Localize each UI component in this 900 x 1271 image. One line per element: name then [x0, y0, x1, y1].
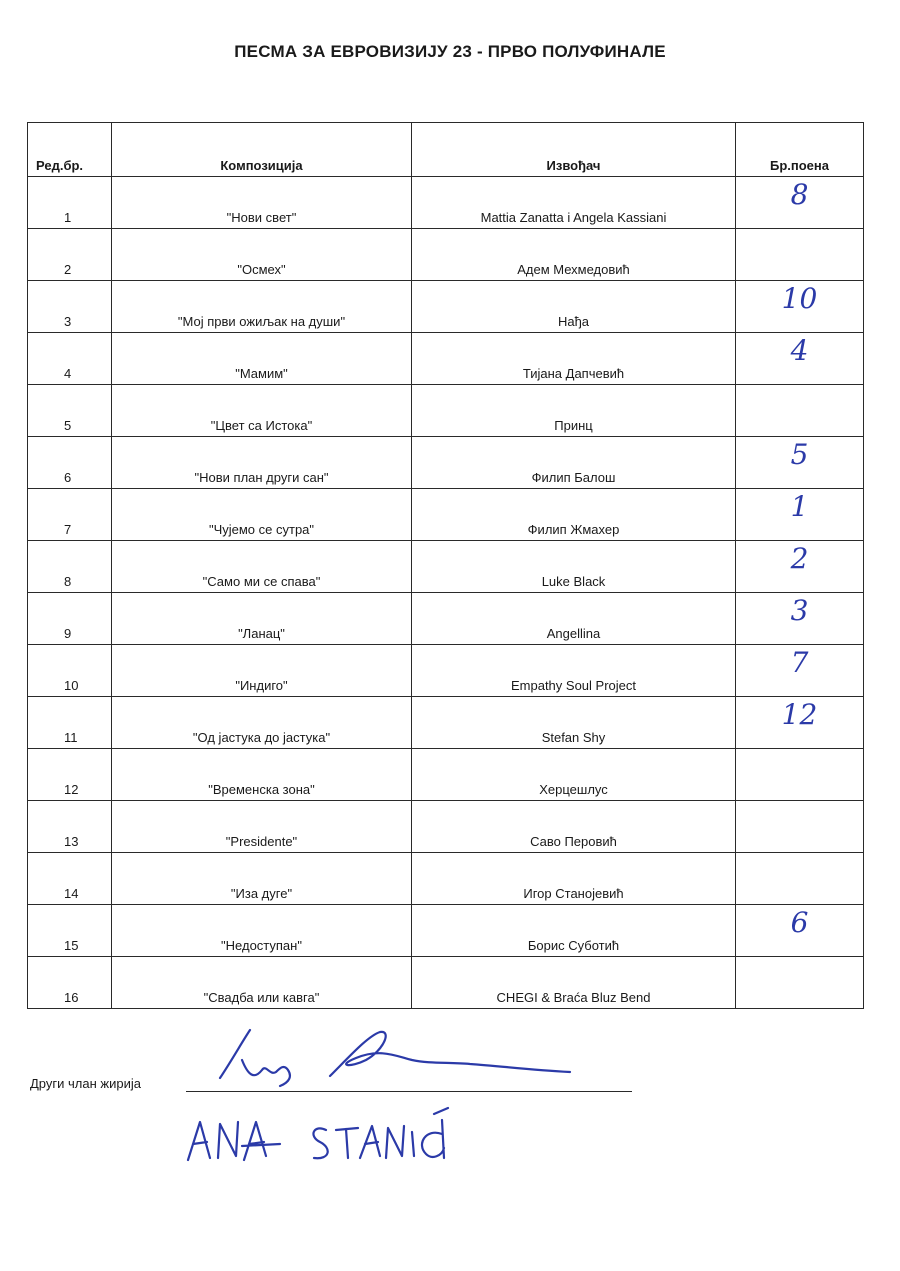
row-points	[736, 645, 864, 697]
handwritten-points: 1	[790, 490, 809, 523]
row-points	[736, 177, 864, 229]
row-points	[736, 229, 864, 281]
table-row	[28, 853, 864, 905]
row-song: "Временска зона"	[112, 749, 412, 801]
row-song: "Мамим"	[112, 333, 412, 385]
row-number: 16	[28, 957, 112, 1009]
row-artist: Филип Балош	[412, 437, 736, 489]
row-number: 12	[28, 749, 112, 801]
row-number: 11	[28, 697, 112, 749]
handwritten-points: 8	[790, 178, 809, 211]
table-row	[28, 957, 864, 1009]
row-number: 15	[28, 905, 112, 957]
handwritten-points: 10	[781, 282, 818, 315]
row-artist: Саво Перовић	[412, 801, 736, 853]
table-row	[28, 333, 864, 385]
header-points: Бр.поена	[736, 123, 864, 177]
row-artist: Empathy Soul Project	[412, 645, 736, 697]
row-artist: Stefan Shy	[412, 697, 736, 749]
row-points	[736, 333, 864, 385]
row-number: 8	[28, 541, 112, 593]
header-row	[28, 123, 864, 177]
row-points	[736, 853, 864, 905]
row-song: "Осмех"	[112, 229, 412, 281]
row-artist: Адем Мехмедовић	[412, 229, 736, 281]
jury-signature-block	[30, 1020, 630, 1180]
row-points	[736, 385, 864, 437]
row-number: 6	[28, 437, 112, 489]
row-song: "Мој први ожиљак на души"	[112, 281, 412, 333]
row-number: 4	[28, 333, 112, 385]
table-row	[28, 645, 864, 697]
printed-name-handwritten	[180, 1100, 480, 1170]
row-artist: Филип Жмахер	[412, 489, 736, 541]
row-number: 13	[28, 801, 112, 853]
score-table	[27, 122, 864, 1009]
handwritten-points: 12	[781, 698, 818, 731]
handwritten-points: 6	[790, 906, 809, 939]
row-song: "Од јастука до јастука"	[112, 697, 412, 749]
row-points	[736, 593, 864, 645]
row-points	[736, 541, 864, 593]
row-number: 1	[28, 177, 112, 229]
table-row	[28, 801, 864, 853]
table-row	[28, 229, 864, 281]
row-points	[736, 489, 864, 541]
row-points	[736, 957, 864, 1009]
handwritten-points: 2	[790, 542, 809, 575]
handwritten-points: 3	[790, 594, 809, 627]
row-song: "Свадба или кавга"	[112, 957, 412, 1009]
table-row	[28, 541, 864, 593]
handwritten-points: 4	[790, 334, 809, 367]
row-song: "Иза дуге"	[112, 853, 412, 905]
row-points	[736, 697, 864, 749]
signature-image	[180, 1020, 600, 1100]
row-number: 7	[28, 489, 112, 541]
row-points	[736, 905, 864, 957]
row-song: "Само ми се спава"	[112, 541, 412, 593]
table-row	[28, 593, 864, 645]
row-artist: Luke Black	[412, 541, 736, 593]
table-row	[28, 437, 864, 489]
table-row	[28, 489, 864, 541]
row-artist: Тијана Дапчевић	[412, 333, 736, 385]
row-points	[736, 801, 864, 853]
table-row	[28, 697, 864, 749]
table-row	[28, 905, 864, 957]
table-row	[28, 177, 864, 229]
row-song: "Чујемо се сутра"	[112, 489, 412, 541]
row-number: 5	[28, 385, 112, 437]
signature-line	[186, 1091, 632, 1092]
row-artist: Angellina	[412, 593, 736, 645]
row-artist: Борис Суботић	[412, 905, 736, 957]
row-song: "Недоступан"	[112, 905, 412, 957]
row-song: "Цвет са Истока"	[112, 385, 412, 437]
row-artist: Принц	[412, 385, 736, 437]
row-artist: Игор Станојевић	[412, 853, 736, 905]
row-song: "Нови свет"	[112, 177, 412, 229]
table-row	[28, 385, 864, 437]
jury-label: Други члан жирија	[30, 1076, 141, 1091]
row-points	[736, 749, 864, 801]
row-number: 10	[28, 645, 112, 697]
row-artist: Херцешлус	[412, 749, 736, 801]
header-number: Ред.бр.	[28, 123, 112, 177]
row-song: "Индиго"	[112, 645, 412, 697]
page-title: ПЕСМА ЗА ЕВРОВИЗИЈУ 23 - ПРВО ПОЛУФИНАЛЕ	[234, 42, 666, 61]
row-number: 14	[28, 853, 112, 905]
header-song: Композиција	[112, 123, 412, 177]
row-song: "Нови план други сан"	[112, 437, 412, 489]
row-artist: CHEGI & Braća Bluz Bend	[412, 957, 736, 1009]
row-song: "Presidente"	[112, 801, 412, 853]
handwritten-points: 5	[790, 438, 809, 471]
row-number: 9	[28, 593, 112, 645]
table-body	[28, 177, 864, 1009]
table-row	[28, 281, 864, 333]
row-number: 3	[28, 281, 112, 333]
row-points	[736, 437, 864, 489]
table-row	[28, 749, 864, 801]
row-artist: Нађа	[412, 281, 736, 333]
header-artist: Извођач	[412, 123, 736, 177]
row-song: "Ланац"	[112, 593, 412, 645]
row-artist: Mattia Zanatta i Angela Kassiani	[412, 177, 736, 229]
row-number: 2	[28, 229, 112, 281]
row-points	[736, 281, 864, 333]
handwritten-points: 7	[790, 646, 809, 679]
